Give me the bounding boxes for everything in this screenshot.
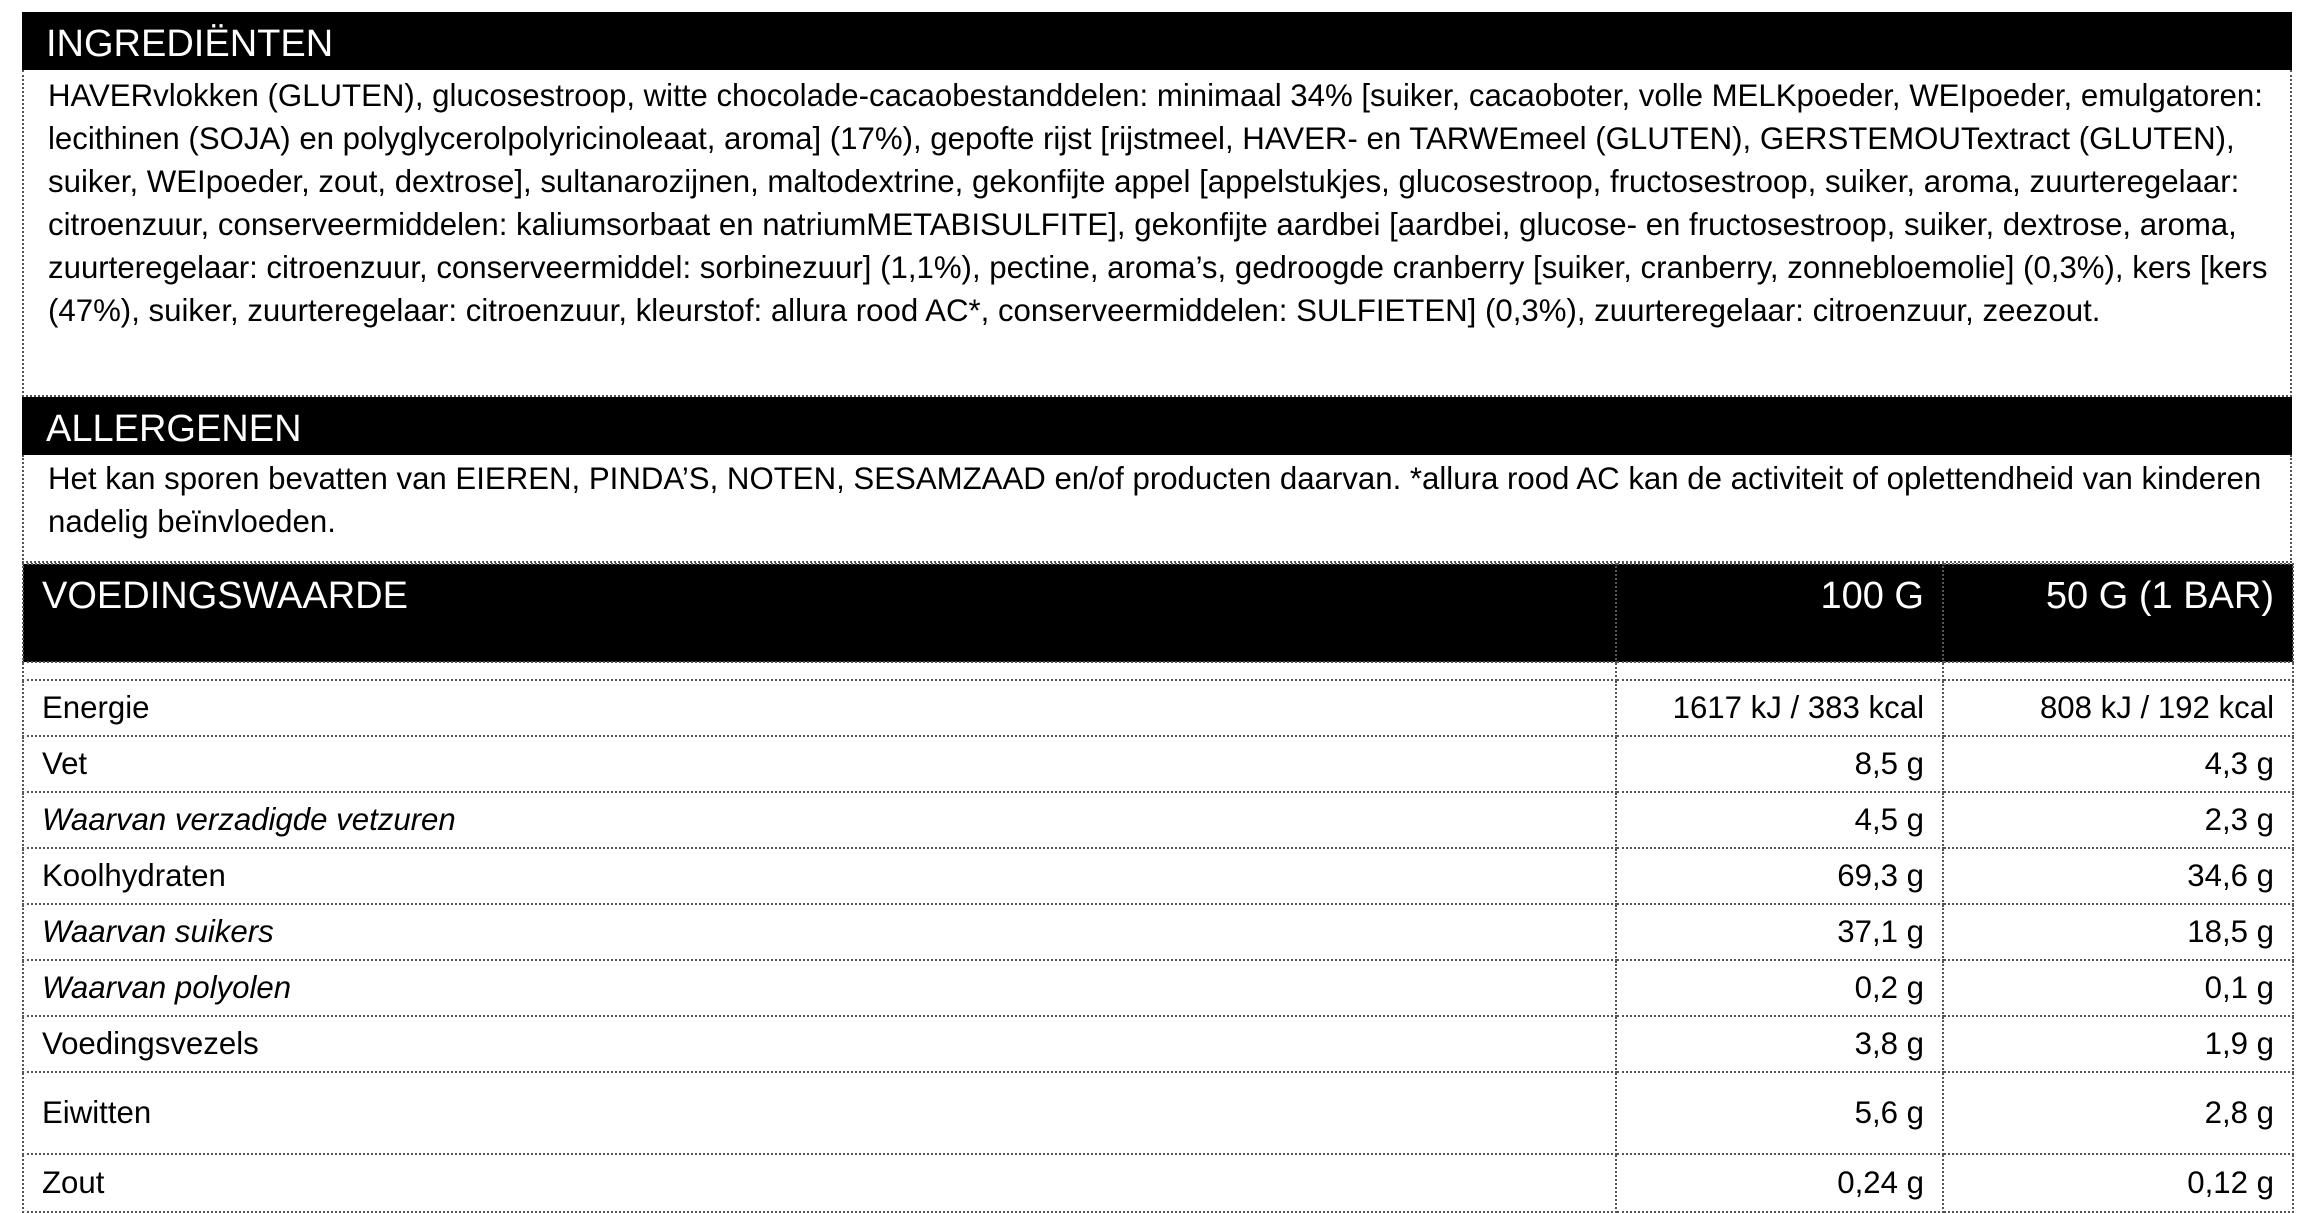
nutrient-name: Voedingsvezels — [23, 1016, 1616, 1072]
nutrient-name: Waarvan polyolen — [23, 960, 1616, 1016]
nutrient-value-100g: 1617 kJ / 383 kcal — [1616, 680, 1943, 736]
nutrient-value-100g: 69,3 g — [1616, 848, 1943, 904]
nutrient-value-100g: 3,8 g — [1616, 1016, 1943, 1072]
spacer-cell — [1616, 662, 1943, 680]
nutrition-header-per-bar: 50 G (1 BAR) — [1943, 564, 2293, 662]
spacer-cell — [1943, 662, 2293, 680]
allergens-text: Het kan sporen bevatten van EIEREN, PINDA’S, NOTEN, SESAMZAAD en/of producten daarvan. *allura rood AC kan de activiteit of oplettendheid van kinderen nadelig beïnvloeden. — [22, 455, 2292, 563]
nutrient-value-per-bar: 0,12 g — [1943, 1154, 2293, 1212]
ingredients-heading: INGREDIËNTEN — [22, 12, 2292, 70]
nutrition-header-name: VOEDINGSWAARDE — [23, 564, 1616, 662]
nutrient-value-per-bar: 4,3 g — [1943, 736, 2293, 792]
nutrient-value-100g: 37,1 g — [1616, 904, 1943, 960]
nutrient-value-per-bar: 1,9 g — [1943, 1016, 2293, 1072]
nutrient-value-per-bar: 34,6 g — [1943, 848, 2293, 904]
nutrition-row — [23, 680, 2293, 736]
nutrient-name: Eiwitten — [23, 1072, 1616, 1154]
nutrient-value-100g: 4,5 g — [1616, 792, 1943, 848]
nutrition-label-sheet — [22, 12, 2292, 1213]
nutrient-name: Waarvan suikers — [23, 904, 1616, 960]
spacer-cell — [23, 662, 1616, 680]
nutrient-value-per-bar: 2,3 g — [1943, 792, 2293, 848]
nutrient-value-100g: 0,2 g — [1616, 960, 1943, 1016]
ingredients-text: HAVERvlokken (GLUTEN), glucosestroop, witte chocolade-cacaobestanddelen: minimaal 34% [suiker, cacaoboter, volle MELKpoeder, WEIpoeder, emulgatoren: lecithinen (SOJA) en polyglycerolpolyricinoleaat, aroma] (17%), gepofte rijst [rijstmeel, HAVER- en TARWEmeel (GLUTEN), GERSTEMOUTextract (GLUTEN), suiker, WEIpoeder, zout, dextrose], sultanarozijnen, maltodextrine, gekonfijte appel [appelstukjes, glucosestroop, fructosestroop, suiker, aroma, zuurteregelaar: citroenzuur, conserveermiddelen: kaliumsorbaat en natriumMETABISULFITE], gekonfijte aardbei [aardbei, glucose- en fructosestroop, suiker, dextrose, aroma, zuurteregelaar: citroenzuur, conserveermiddel: sorbinezuur] (1,1%), pectine, aroma’s, gedroogde cranberry [suiker, cranberry, zonnebloemolie] (0,3%), kers [kers (47%), suiker, zuurteregelaar: citroenzuur, kleurstof: allura rood AC*, conserveermiddelen: SULFIETEN] (0,3%), zuurteregelaar: citroenzuur, zeezout. — [22, 70, 2292, 397]
nutrient-value-per-bar: 2,8 g — [1943, 1072, 2293, 1154]
nutrient-name: Koolhydraten — [23, 848, 1616, 904]
nutrient-value-per-bar: 18,5 g — [1943, 904, 2293, 960]
nutrition-header-100g: 100 G — [1616, 564, 1943, 662]
nutrient-value-100g: 5,6 g — [1616, 1072, 1943, 1154]
nutrition-row — [23, 848, 2293, 904]
nutrition-spacer-row — [23, 662, 2293, 680]
nutrient-value-100g: 8,5 g — [1616, 736, 1943, 792]
nutrient-name: Zout — [23, 1154, 1616, 1212]
nutrient-name: Energie — [23, 680, 1616, 736]
nutrient-value-per-bar: 808 kJ / 192 kcal — [1943, 680, 2293, 736]
nutrition-header-row — [23, 564, 2293, 662]
nutrition-row — [23, 1154, 2293, 1212]
nutrient-value-100g: 0,24 g — [1616, 1154, 1943, 1212]
allergens-heading: ALLERGENEN — [22, 397, 2292, 455]
nutrient-value-per-bar: 0,1 g — [1943, 960, 2293, 1016]
nutrition-row — [23, 1016, 2293, 1072]
nutrition-row — [23, 960, 2293, 1016]
nutrition-table — [22, 563, 2294, 1213]
nutrient-name: Waarvan verzadigde vetzuren — [23, 792, 1616, 848]
nutrition-row — [23, 904, 2293, 960]
nutrition-row — [23, 1072, 2293, 1154]
nutrition-row — [23, 736, 2293, 792]
nutrient-name: Vet — [23, 736, 1616, 792]
nutrition-rows — [23, 662, 2293, 1212]
nutrition-row — [23, 792, 2293, 848]
